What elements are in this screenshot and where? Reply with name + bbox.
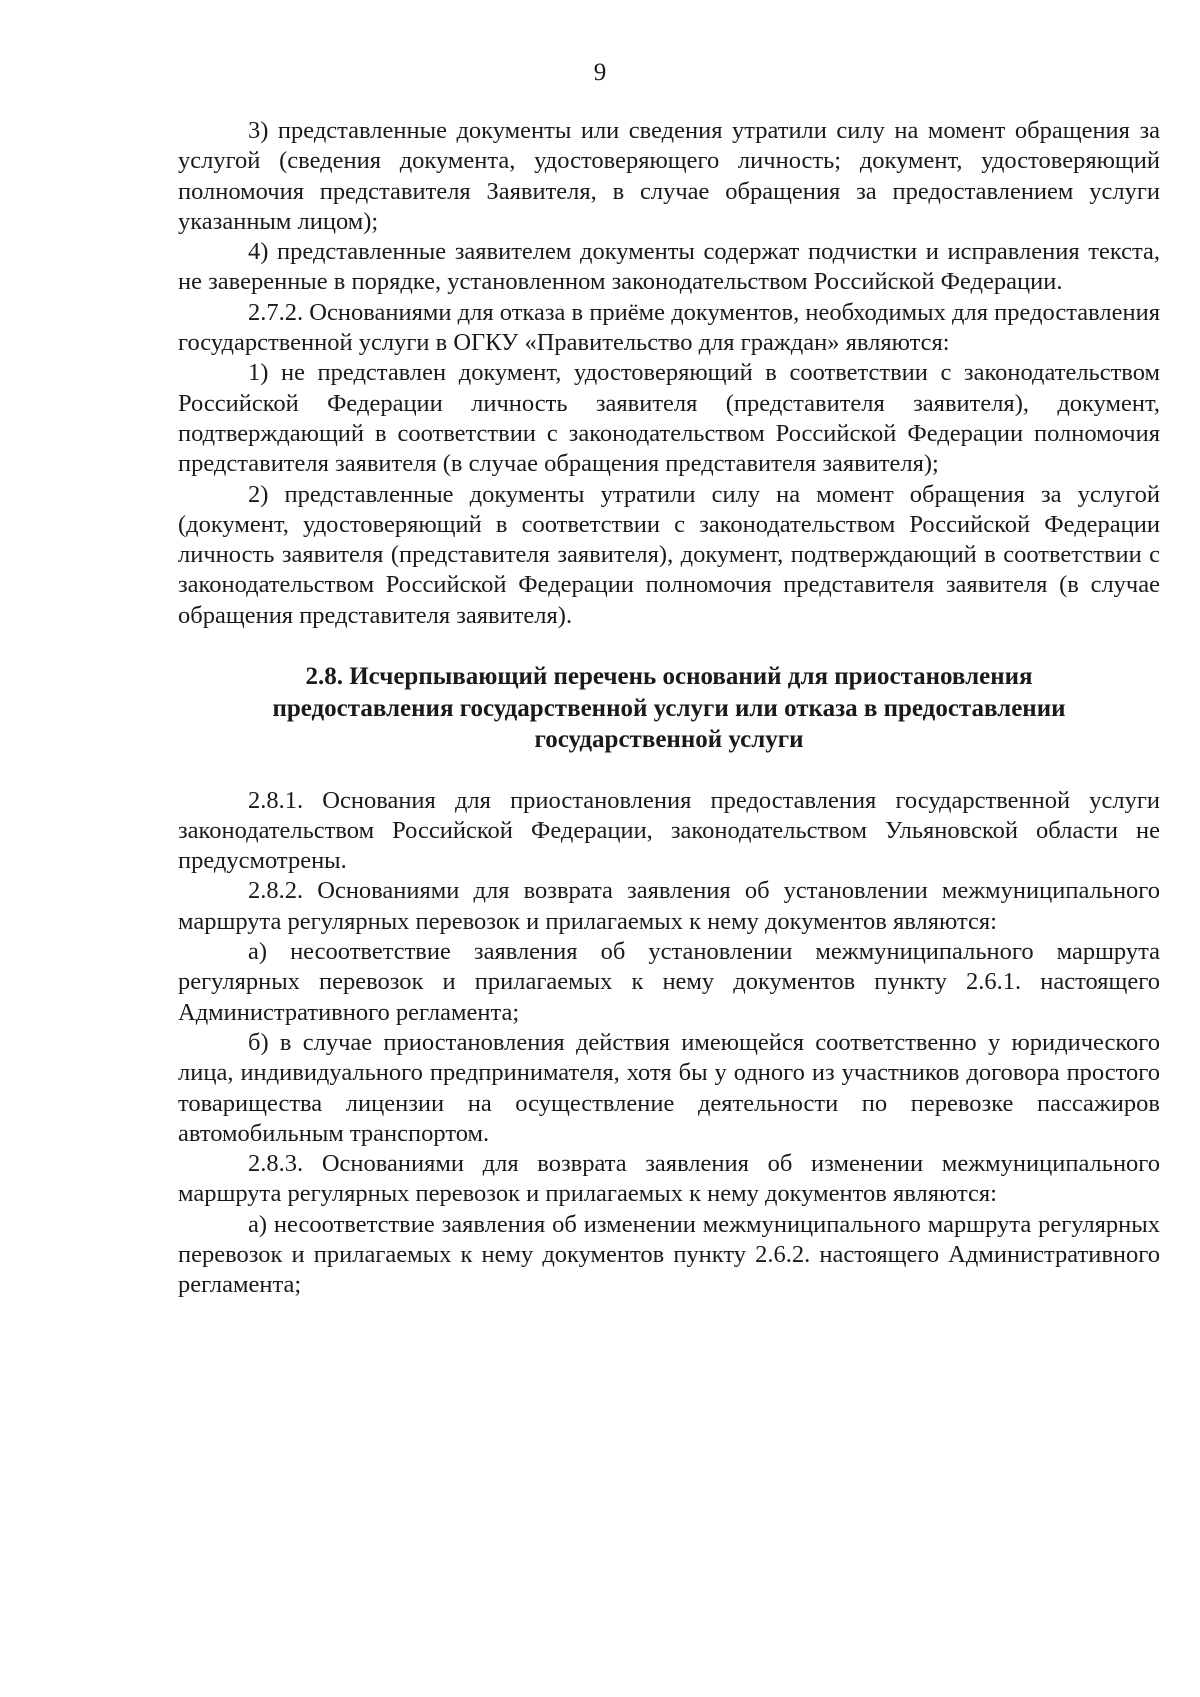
paragraph-2-8-3: 2.8.3. Основаниями для возврата заявления об изменении межмуниципального маршрута регулярных перевозок и прилагаемых к нему документов являются:: [178, 1150, 1160, 1208]
paragraph-item-4: 4) представленные заявителем документы содержат подчистки и исправления текста, не заверенные в порядке, установленном законодательством Российской Федерации.: [178, 238, 1160, 296]
paragraph-item-3: 3) представленные документы или сведения утратили силу на момент обращения за услугой (сведения документа, удостоверяющего личность; документ, удостоверяющий полномочия представителя Заявителя, в случае обращения за предоставлением услуги указанным лицом);: [178, 117, 1160, 235]
paragraph-item-b: б) в случае приостановления действия имеющейся соответственно у юридического лица, индивидуального предпринимателя, хотя бы у одного из участников договора простого товарищества лицензии на осуществление деятельности по перевозке пассажиров автомобильным транспортом.: [178, 1028, 1160, 1147]
section-heading-2-8: [178, 661, 1160, 756]
paragraph-item-a-2: а) несоответствие заявления об изменении межмуниципального маршрута регулярных перевозок и прилагаемых к нему документов пункту 2.6.2. настоящего Административного регламента;: [178, 1210, 1160, 1299]
page-number: 9: [593, 59, 607, 86]
paragraph-2-7-2: 2.7.2. Основаниями для отказа в приёме документов, необходимых для предоставления государственной услуги в ОГКУ «Правительство для граждан» являются:: [178, 298, 1160, 357]
paragraph-2-8-2: 2.8.2. Основаниями для возврата заявления об установлении межмуниципального маршрута регулярных перевозок и прилагаемых к нему документов являются:: [178, 877, 1160, 935]
heading-line-1: 2.8. Исчерпывающий перечень оснований для приостановления: [305, 663, 1033, 691]
paragraph-item-2: 2) представленные документы утратили силу на момент обращения за услугой (документ, удостоверяющий в соответствии с законодательством Российской Федерации личность заявителя (представителя заявителя), документ, подтверждающий в соответствии с законодательством Российской Федерации полномочия представителя заявителя (в случае обращения представителя заявителя).: [178, 480, 1160, 629]
heading-line-3: государственной услуги: [534, 726, 804, 754]
paragraph-item-1: 1) не представлен документ, удостоверяющий в соответствии с законодательством Российской Федерации личность заявителя (представителя заявителя), документ, подтверждающий в соответствии с законодательством Российской Федерации полномочия представителя заявителя (в случае обращения представителя заявителя);: [178, 359, 1160, 478]
document-body: [178, 116, 1160, 1301]
paragraph-2-8-1: 2.8.1. Основания для приостановления предоставления государственной услуги законодательством Российской Федерации, законодательством Ульяновской области не предусмотрены.: [178, 786, 1160, 875]
heading-line-2: предоставления государственной услуги или отказа в предоставлении: [272, 694, 1066, 722]
paragraph-item-a: а) несоответствие заявления об установлении межмуниципального маршрута регулярных перевозок и прилагаемых к нему документов пункту 2.6.1. настоящего Административного регламента;: [178, 938, 1160, 1026]
